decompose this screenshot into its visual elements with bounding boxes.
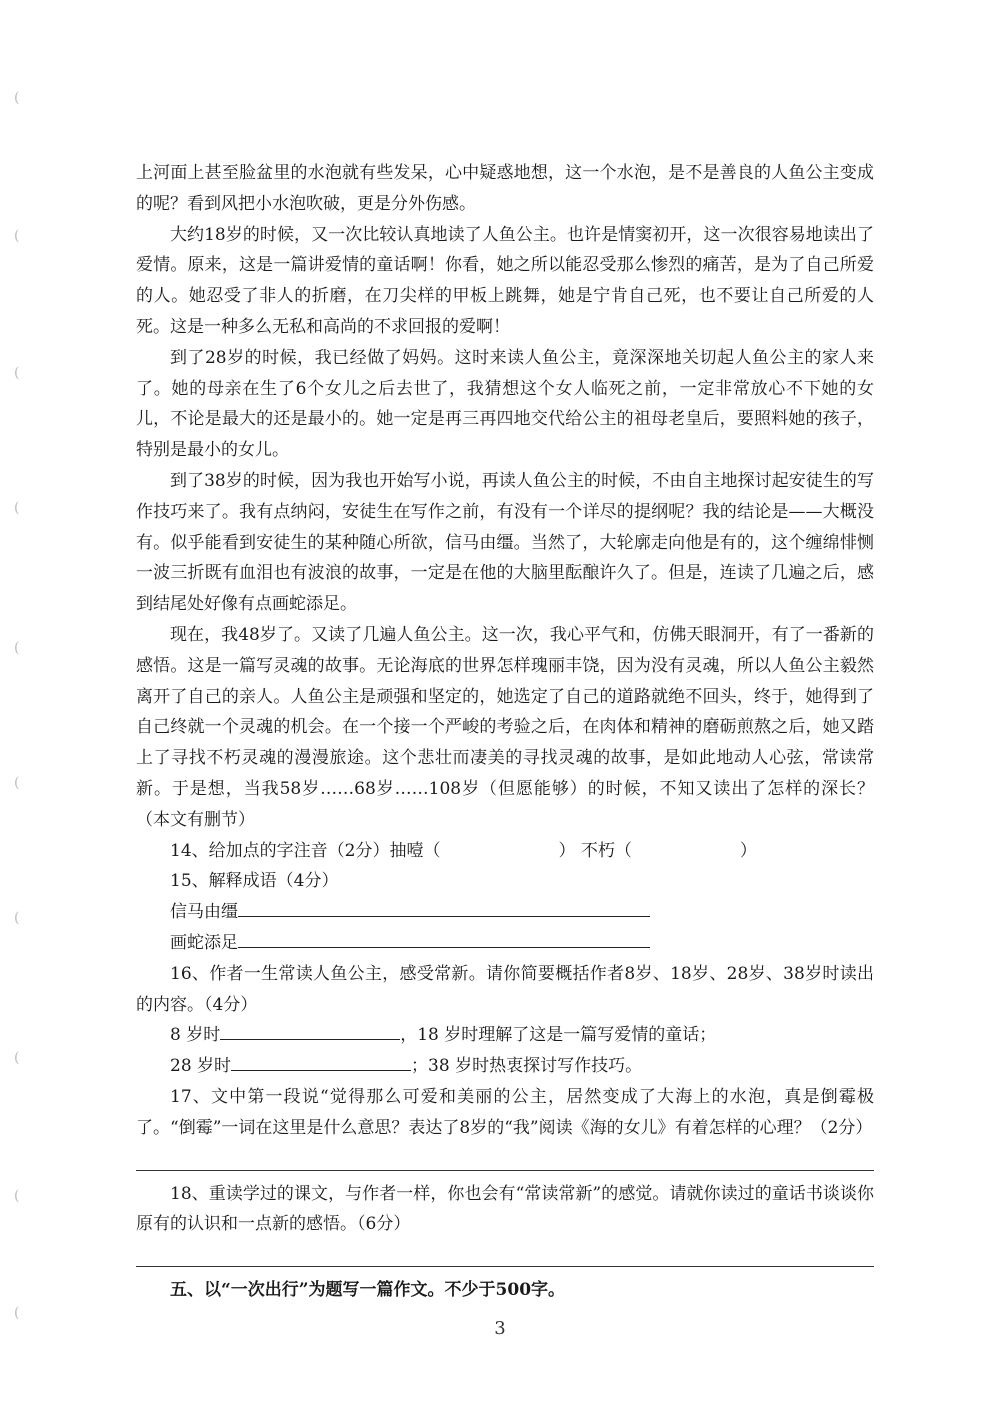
margin-mark: ( [14, 1188, 20, 1204]
question-16-title: 16、作者一生常读人鱼公主，感受常新。请你简要概括作者8岁、18岁、28岁、38岁时读出的内容。（4分） [136, 963, 874, 1015]
passage-paragraph: 现在，我48岁了。又读了几遍人鱼公主。这一次，我心平气和，仿佛天眼洞开，有了一番新的感悟。这是一篇写灵魂的故事。无论海底的世界怎样瑰丽丰饶，因为没有灵魂，所以人鱼公主毅然离开了自己的亲人。人鱼公主是顽强和坚定的，她选定了自己的道路就绝不回头，终于，她得到了自己终就一个灵魂的机会。在一个接一个严峻的考验之后，在肉体和精神的磨砺煎熬之后，她又踏上了寻找不朽灵魂的漫漫旅途。这个悲壮而凄美的寻找灵魂的故事，是如此地动人心弦，常读常新。于是想，当我58岁……68岁……108岁（但愿能够）的时候，不知又读出了怎样的深长？（本文有删节） [136, 624, 874, 830]
margin-mark: ( [14, 1305, 20, 1321]
question-15-item-1 [136, 897, 874, 928]
question-14 [136, 836, 874, 867]
passage-paragraph: 到了28岁的时候，我已经做了妈妈。这时来读人鱼公主，竟深深地关切起人鱼公主的家人来了。她的母亲在生了6个女儿之后去世了，我猜想这个女人临死之前，一定非常放心不下她的女儿，不论是最大的还是最小的。她一定是再三再四地交代给公主的祖母老皇后，要照料她的孩子，特别是最小的女儿。 [136, 347, 874, 461]
margin-mark: ( [14, 910, 20, 926]
margin-mark: ( [14, 365, 20, 381]
q17-answer-line[interactable] [136, 1144, 874, 1171]
margin-mark: ( [14, 90, 20, 106]
question-16-line-1 [136, 1020, 874, 1051]
passage-paragraph: 大约18岁的时候，又一次比较认真地读了人鱼公主。也许是情窦初开，这一次很容易地读出了爱情。原来，这是一篇讲爱情的童话啊！你看，她之所以能忍受那么惨烈的痛苦，是为了自己所爱的人。她忍受了非人的折磨，在刀尖样的甲板上跳舞，她是宁肯自己死，也不要让自己所爱的人死。这是一种多么无私和高尚的不求回报的爱啊！ [136, 224, 874, 337]
q16-line1-prefix: 8 岁时 [170, 1025, 221, 1046]
exam-page-content [136, 158, 874, 1323]
margin-mark: ( [14, 500, 20, 516]
margin-mark: ( [14, 775, 20, 791]
question-16-line-2 [136, 1051, 874, 1082]
passage-paragraph: 到了38岁的时候，因为我也开始写小说，再读人鱼公主的时候，不由自主地探讨起安徒生的写作技巧来了。我有点纳闷，安徒生在写作之前，有没有一个详尽的提纲呢？我的结论是——大概没有。似乎能看到安徒生的某种随心所欲，信马由缰。当然了，大轮廓走向他是有的，这个缠绵悱恻一波三折既有血泪也有波浪的故事，一定是在他的大脑里酝酿许久了。但是，连读了几遍之后，感到结尾处好像有点画蛇添足。 [136, 470, 874, 615]
q14-mid: ） 不朽（ [558, 840, 632, 861]
page-number: 3 [494, 1318, 506, 1339]
question-15-title: 15、解释成语（4分） [170, 871, 339, 892]
q18-answer-line[interactable] [136, 1240, 874, 1267]
q16-line2-prefix: 28 岁时 [170, 1056, 232, 1077]
passage-paragraph: 上河面上甚至脸盆里的水泡就有些发呆，心中疑惑地想，这一个水泡，是不是善良的人鱼公主变成的呢？看到风把小水泡吹破，更是分外伤感。 [136, 163, 874, 214]
q16-line1-suffix: ，18 岁时理解了这是一篇写爱情的童话； [400, 1025, 717, 1046]
q15-answer-line-1[interactable] [238, 898, 650, 917]
q16-line2-suffix: ；38 岁时热衷探讨写作技巧。 [411, 1056, 643, 1077]
q16-answer-line-2[interactable] [231, 1052, 411, 1071]
question-18: 18、重读学过的课文，与作者一样，你也会有“常读常新”的感觉。请就你读过的童话书谈谈你原有的认识和一点新的感悟。（6分） [136, 1183, 874, 1235]
question-15-item-2 [136, 928, 874, 959]
q14-text: 14、给加点的字注音（2分）抽噎（ [170, 840, 441, 861]
q15-answer-line-2[interactable] [238, 929, 650, 948]
margin-mark: ( [14, 640, 20, 656]
q14-end: ） [739, 840, 757, 861]
binding-margin [14, 0, 34, 1414]
margin-mark: ( [14, 228, 20, 244]
question-17: 17、文中第一段说“觉得那么可爱和美丽的公主，居然变成了大海上的水泡，真是倒霉极了。“倒霉”一词在这里是什么意思？表达了8岁的“我”阅读《海的女儿》有着怎样的心理？（2分） [136, 1086, 874, 1138]
q15-idiom-2: 画蛇添足 [170, 932, 238, 953]
margin-mark: ( [14, 1050, 20, 1066]
q15-idiom-1: 信马由缰 [170, 902, 238, 923]
essay-prompt: 五、以“一次出行”为题写一篇作文。不少于500字。 [170, 1280, 566, 1301]
q16-answer-line-1[interactable] [220, 1021, 400, 1040]
